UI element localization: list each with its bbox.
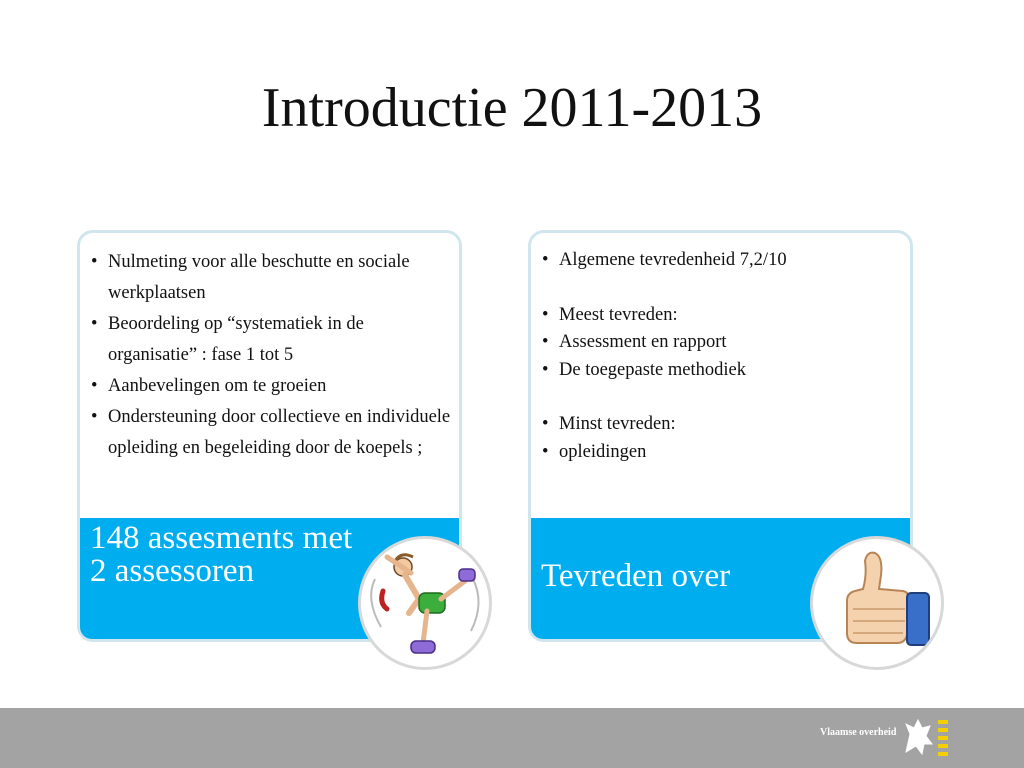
- left-footer-text: 148 assesments met 2 assessoren: [90, 520, 353, 589]
- right-card-body: [537, 247, 902, 466]
- brand-name: Vlaamse overheid: [820, 727, 897, 738]
- right-footer-text: Tevreden over: [541, 558, 731, 594]
- list-spacer: [537, 275, 902, 302]
- list-spacer: [537, 384, 902, 411]
- list-item: • De toegepaste methodiek: [537, 357, 902, 385]
- list-item: • Algemene tevredenheid 7,2/10: [537, 247, 902, 275]
- left-bullet-list: [86, 247, 451, 464]
- list-item: • Aanbevelingen om te groeien: [86, 371, 451, 402]
- list-item: • Beoordeling op “systematiek in de organisatie” : fase 1 tot 5: [86, 309, 451, 371]
- list-item: • Nulmeting voor alle beschutte en sociale werkplaatsen: [86, 247, 451, 309]
- runner-illustration-svg: [361, 539, 489, 667]
- runner-illustration-icon: [358, 536, 492, 670]
- list-item: • opleidingen: [537, 439, 902, 467]
- list-item: • Meest tevreden:: [537, 302, 902, 330]
- flemish-lion-icon: [900, 714, 952, 760]
- list-item: • Ondersteuning door collectieve en individuele opleiding en begeleiding door de koepels ;: [86, 402, 451, 464]
- right-bullet-list: [537, 247, 902, 466]
- thumbs-up-icon: [810, 536, 944, 670]
- footer-bar: [0, 708, 1024, 768]
- left-card-body: [86, 247, 451, 464]
- thumbs-up-svg: [813, 539, 941, 667]
- list-item: • Assessment en rapport: [537, 329, 902, 357]
- slide-title: Introductie 2011-2013: [261, 77, 763, 139]
- list-item: • Minst tevreden:: [537, 411, 902, 439]
